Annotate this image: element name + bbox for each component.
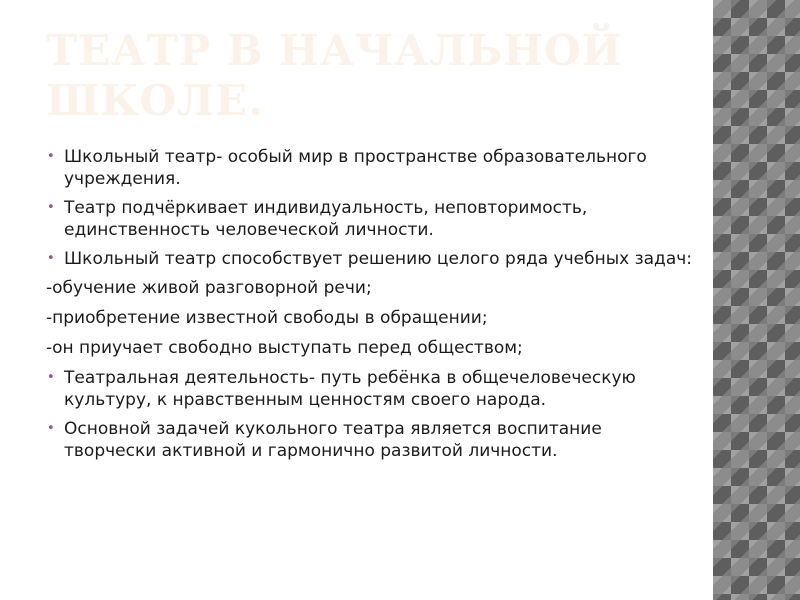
list-item xyxy=(46,277,696,299)
slide-title: ТЕАТР В НАЧАЛЬНОЙ ШКОЛЕ. xyxy=(46,26,623,125)
list-item xyxy=(46,337,696,359)
bullet-icon: • xyxy=(47,251,55,266)
list-item xyxy=(46,197,696,241)
bullet-icon: • xyxy=(47,200,55,215)
list-item-text: -обучение живой разговорной речи; xyxy=(46,278,372,298)
list-item xyxy=(46,418,696,462)
list-item-text: Основной задачей кукольного театра является воспитание творчески активной и гармонично развитой личности. xyxy=(64,419,602,461)
list-item-text: Школьный театр- особый мир в пространстве образовательного учреждения. xyxy=(64,147,647,189)
bullet-icon: • xyxy=(47,149,55,164)
list-item-text: -приобретение известной свободы в обращении; xyxy=(46,308,488,328)
list-item xyxy=(46,248,696,270)
decorative-pattern-band xyxy=(713,0,800,600)
list-item-text: Театр подчёркивает индивидуальность, неповторимость, единственность человеческой личности. xyxy=(64,198,588,240)
list-item-text: -он приучает свободно выступать перед обществом; xyxy=(46,338,523,358)
bullet-icon: • xyxy=(47,370,55,385)
list-item xyxy=(46,367,696,411)
list-item-text: Школьный театр способствует решению целого ряда учебных задач: xyxy=(64,249,693,269)
slide-content xyxy=(46,146,696,469)
list-item xyxy=(46,146,696,190)
bullet-icon: • xyxy=(47,421,55,436)
list-item xyxy=(46,307,696,329)
list-item-text: Театральная деятельность- путь ребёнка в общечеловеческую культуру, к нравственным ценностям своего народа. xyxy=(64,368,636,410)
